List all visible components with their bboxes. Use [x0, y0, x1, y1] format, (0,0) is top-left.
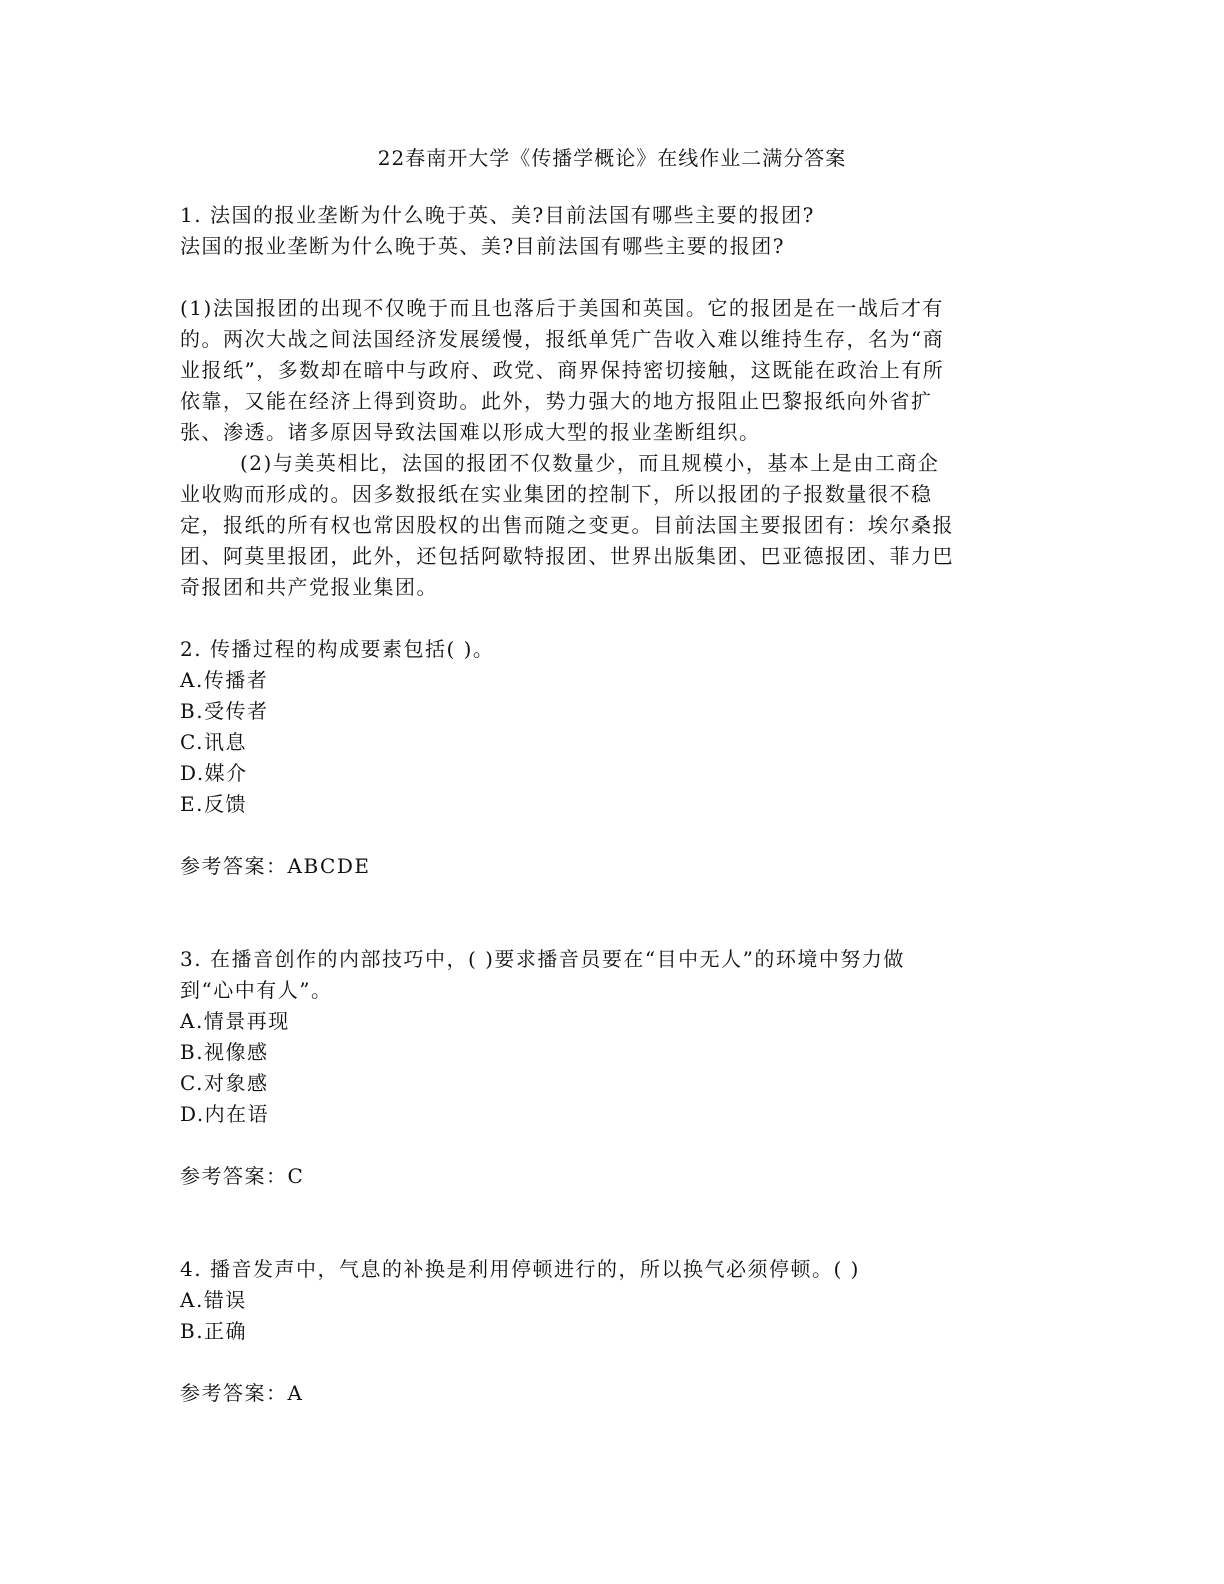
question-1	[180, 200, 1040, 603]
option-e: E.反馈	[180, 792, 247, 816]
question-3	[180, 944, 1040, 1192]
question-number: 2.	[180, 637, 203, 661]
answer-line: (1)法国报团的出现不仅晚于而且也落后于美国和英国。它的报团是在一战后才有	[180, 296, 944, 320]
question-2	[180, 634, 1040, 882]
question-text-continued: 到“心中有人”。	[180, 978, 333, 1002]
answer-line: (2)与美英相比，法国的报团不仅数量少，而且规模小，基本上是由工商企	[240, 451, 940, 475]
document-content	[180, 200, 1040, 1409]
question-text: 法国的报业垄断为什么晚于英、美?目前法国有哪些主要的报团?	[209, 203, 815, 227]
question-stem	[180, 200, 1040, 231]
answer-line: 业报纸”，多数却在暗中与政府、政党、商界保持密切接触，这既能在政治上有所	[180, 358, 945, 382]
option-b: B.视像感	[180, 1040, 269, 1064]
question-text: 在播音创作的内部技巧中，( )要求播音员要在“目中无人”的环境中努力做	[209, 947, 905, 971]
question-stem	[180, 634, 1040, 665]
option-c: C.对象感	[180, 1071, 269, 1095]
option-d: D.媒介	[180, 761, 248, 785]
reference-answer	[180, 1161, 1040, 1192]
option-a: A.传播者	[180, 668, 269, 692]
question-text: 播音发声中，气息的补换是利用停顿进行的，所以换气必须停顿。( )	[209, 1257, 860, 1281]
answer-label: 参考答案：	[180, 1164, 288, 1188]
option-b: B.受传者	[180, 699, 269, 723]
answer-value: C	[287, 1164, 305, 1188]
option-a: A.错误	[180, 1288, 247, 1312]
answer-line: 奇报团和共产党报业集团。	[180, 575, 438, 599]
option-b: B.正确	[180, 1319, 248, 1343]
question-text: 传播过程的构成要素包括( )。	[209, 637, 495, 661]
question-number: 4.	[180, 1257, 203, 1281]
answer-line: 业收购而形成的。因多数报纸在实业集团的控制下，所以报团的子报数量很不稳	[180, 482, 933, 506]
document-title: 22春南开大学《传播学概论》在线作业二满分答案	[377, 146, 847, 170]
answer-line: 依靠，又能在经济上得到资助。此外，势力强大的地方报阻止巴黎报纸向外省扩	[180, 389, 933, 413]
question-number: 3.	[180, 947, 203, 971]
reference-answer	[180, 1378, 1040, 1409]
option-a: A.情景再现	[180, 1009, 290, 1033]
option-c: C.讯息	[180, 730, 247, 754]
answer-line: 张、渗透。诸多原因导致法国难以形成大型的报业垄断组织。	[180, 420, 761, 444]
answer-value: ABCDE	[287, 854, 371, 878]
question-4	[180, 1254, 1040, 1409]
option-d: D.内在语	[180, 1102, 270, 1126]
answer-value: A	[287, 1381, 304, 1405]
answer-label: 参考答案：	[180, 1381, 288, 1405]
answer-label: 参考答案：	[180, 854, 288, 878]
answer-line: 定，报纸的所有权也常因股权的出售而随之变更。目前法国主要报团有：埃尔桑报	[180, 513, 954, 537]
answer-line: 团、阿莫里报团，此外，还包括阿歇特报团、世界出版集团、巴亚德报团、菲力巴	[180, 544, 954, 568]
answer-line: 的。两次大战之间法国经济发展缓慢，报纸单凭广告收入难以维持生存，名为“商	[180, 327, 945, 351]
question-text-repeat: 法国的报业垄断为什么晚于英、美?目前法国有哪些主要的报团?	[180, 234, 785, 258]
question-stem	[180, 944, 1040, 975]
question-number: 1.	[180, 203, 203, 227]
question-stem	[180, 1254, 1040, 1285]
reference-answer	[180, 851, 1040, 882]
